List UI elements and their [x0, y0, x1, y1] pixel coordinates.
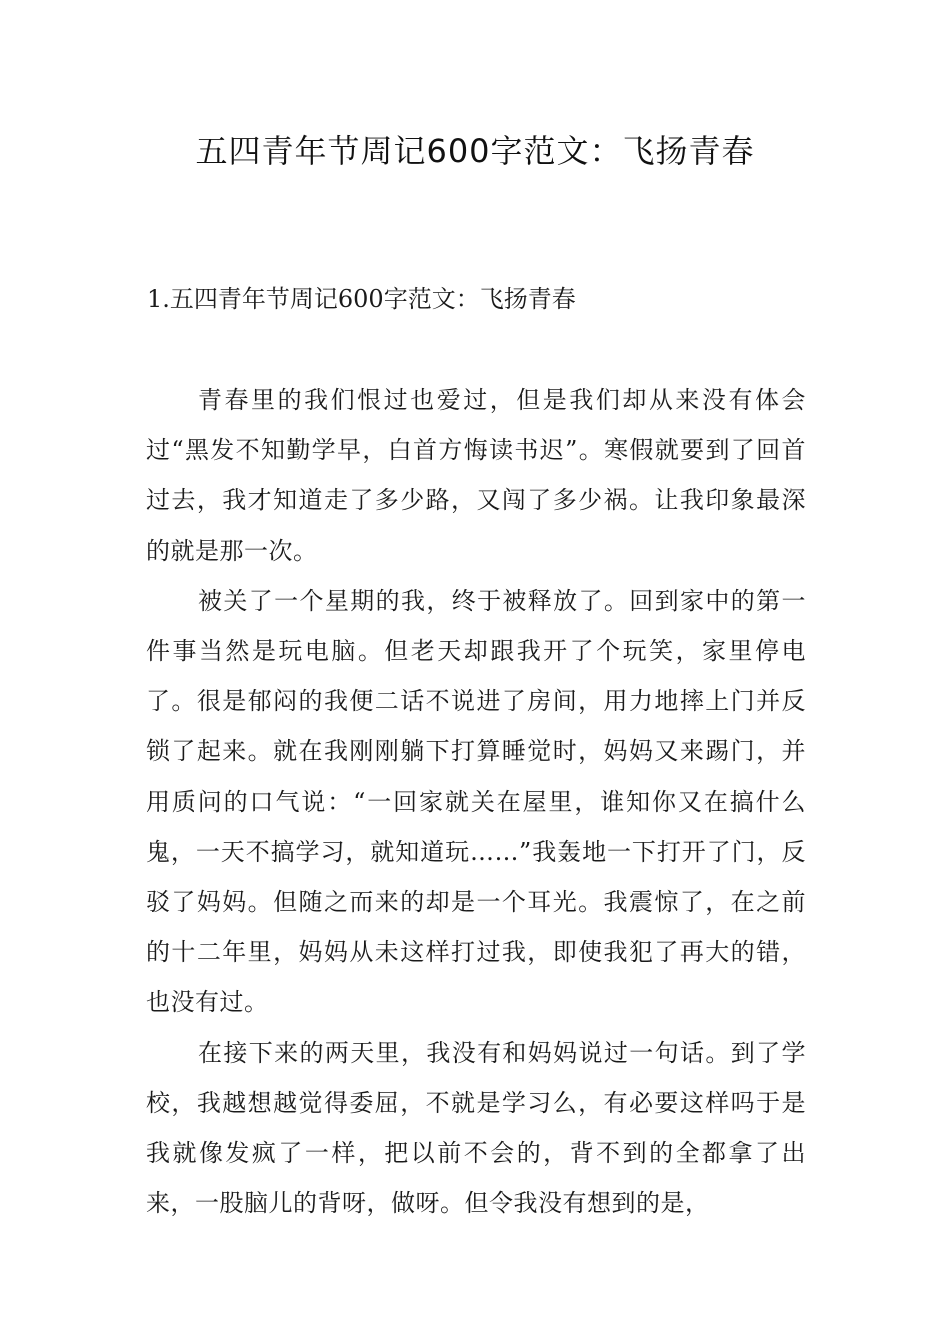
body-text: [146, 375, 806, 1228]
paragraph: 被关了一个星期的我，终于被释放了。回到家中的第一件事当然是玩电脑。但老天却跟我开了个玩笑，家里停电了。很是郁闷的我便二话不说进了房间，用力地摔上门并反锁了起来。就在我刚刚躺下打算睡觉时，妈妈又来踢门，并用质问的口气说：“一回家就关在屋里，谁知你又在搞什么鬼，一天不搞学习，就知道玩……”我轰地一下打开了门，反驳了妈妈。但随之而来的却是一个耳光。我震惊了，在之前的十二年里，妈妈从未这样打过我，即使我犯了再大的错，也没有过。: [146, 586, 806, 1017]
document-title: 五四青年节周记600字范文：飞扬青春: [195, 132, 755, 170]
section-heading: 1.五四青年节周记600字范文：飞扬青春: [147, 285, 576, 313]
paragraph: 青春里的我们恨过也爱过，但是我们却从来没有体会过“黑发不知勤学早，白首方悔读书迟”。寒假就要到了回首过去，我才知道走了多少路，又闯了多少祸。让我印象最深的就是那一次。: [146, 386, 806, 565]
paragraph: 在接下来的两天里，我没有和妈妈说过一句话。到了学校，我越想越觉得委屈，不就是学习么，有必要这样吗于是我就像发疯了一样，把以前不会的，背不到的全都拿了出来，一股脑儿的背呀，做呀。但令我没有想到的是，: [146, 1038, 806, 1218]
